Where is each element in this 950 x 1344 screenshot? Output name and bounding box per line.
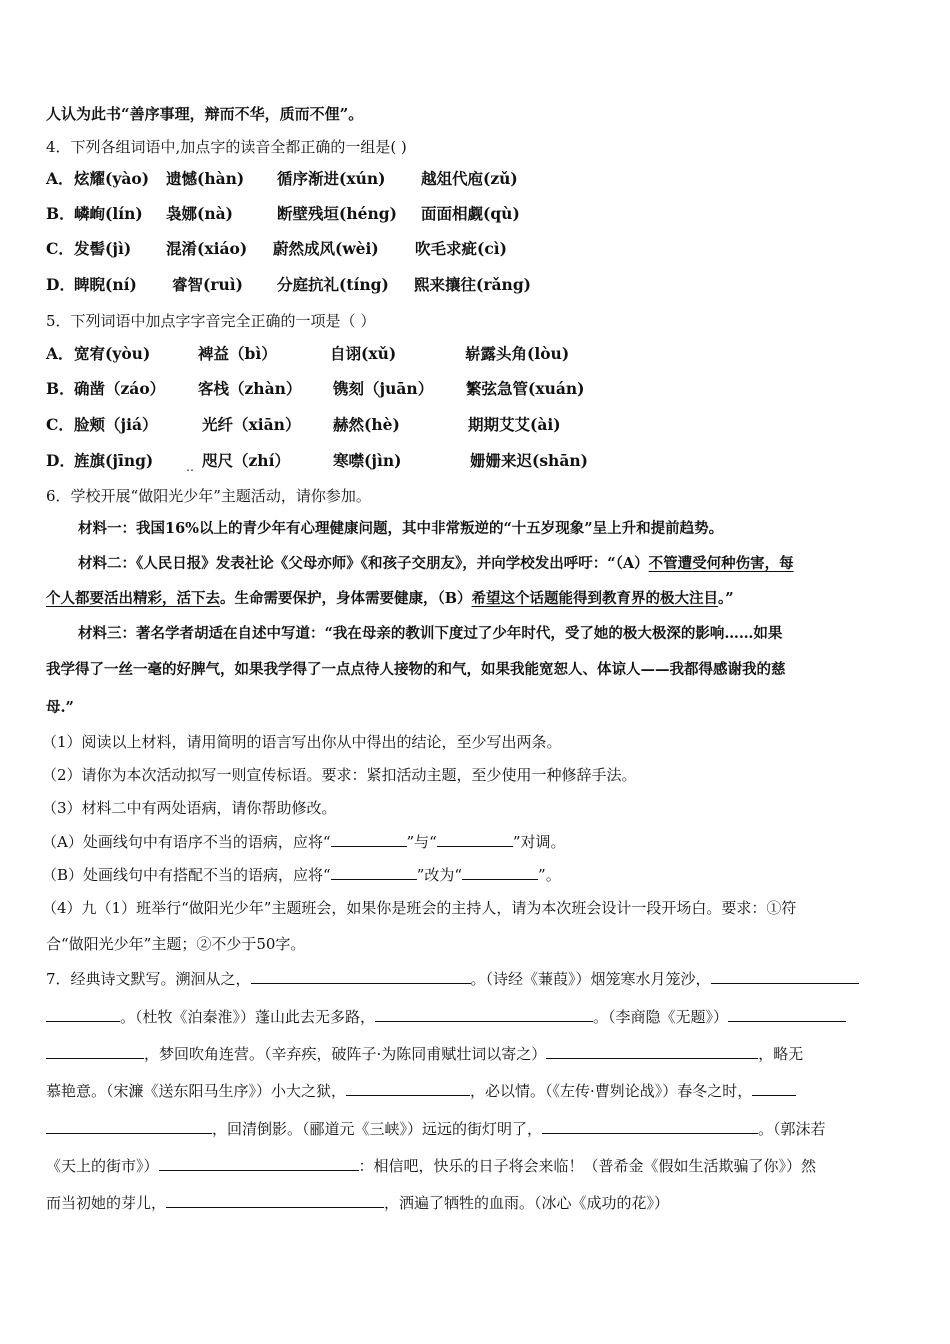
q7-line-3 <box>46 1043 803 1064</box>
answer-blank[interactable] <box>159 1155 359 1171</box>
answer-blank[interactable] <box>46 1118 212 1134</box>
q7-line-2 <box>46 1006 846 1027</box>
answer-blank[interactable] <box>375 1006 593 1022</box>
option-item: 睥睨(ní) <box>74 275 137 294</box>
q6-stem: 6．学校开展“做阳光少年”主题活动，请你参加。 <box>46 487 371 505</box>
q6-material-3-line1: 材料三：著名学者胡适在自述中写道：“我在母亲的教训下度过了少年时代，受了她的极大极深的影响……如果 <box>78 625 783 642</box>
material-text: 。生命需要保护，身体需要健康，（B） <box>220 590 472 607</box>
q6-material-2-line2 <box>46 589 734 609</box>
underlined-sentence-a: 不管遭受何种伤害，每 <box>648 555 794 572</box>
q6-part-4-line2: 合“做阳光少年”主题；②不少于50字。 <box>46 935 306 953</box>
answer-blank[interactable] <box>462 864 538 880</box>
option-item: 姗姗来迟(shān) <box>470 451 588 470</box>
q7-line-7 <box>46 1192 669 1213</box>
q4-stem: 4．下列各组词语中,加点字的读音全都正确的一组是( ) <box>46 138 407 156</box>
option-item: 客栈（zhàn） <box>198 379 302 398</box>
option-item: 炫耀(yào) <box>74 169 150 188</box>
option-item: 宽宥(yòu) <box>74 344 151 363</box>
answer-blank[interactable] <box>166 1192 384 1208</box>
underlined-sentence-a-cont: 个人都要活出精彩，活下去 <box>46 590 220 607</box>
q6-material-3-line3: 母.” <box>46 699 74 716</box>
part-text: ”改为“ <box>416 866 463 884</box>
part-text: （A）处画线句中有语序不当的语病，应将“ <box>42 833 331 851</box>
answer-blank[interactable] <box>346 1080 470 1096</box>
q6-part-4-line1: （4）九（1）班举行“做阳光少年”主题班会，如果你是班会的主持人，请为本次班会设计一段开场白。要求：①符 <box>42 899 797 917</box>
poem-text: ，洒遍了牺牲的血雨。（冰心《成功的花》） <box>384 1194 670 1212</box>
option-item: 袅娜(nà) <box>166 204 233 223</box>
emphasis-dots: ‥ <box>186 460 195 474</box>
poem-text: ，回清倒影。（郦道元《三峡》）远远的街灯明了， <box>212 1120 543 1138</box>
option-item: 熙来攘往(rǎng) <box>414 275 531 294</box>
answer-blank[interactable] <box>546 1043 758 1059</box>
poem-text: 。（诗经《蒹葭》）烟笼寒水月笼沙， <box>470 970 711 988</box>
q7-line-4 <box>46 1080 796 1101</box>
q6-material-3-line2: 我学得了一丝一毫的好脾气，如果我学得了一点点待人接物的和气，如果我能宽恕人、体谅人——我都得感谢我的慈 <box>46 661 786 678</box>
part-text: （B）处画线句中有搭配不当的语病，应将“ <box>42 866 331 884</box>
q7-line-6 <box>46 1155 816 1176</box>
answer-blank[interactable] <box>437 831 513 847</box>
q5-stem: 5．下列词语中加点字字音完全正确的一项是（ ） <box>46 312 376 330</box>
option-label: B． <box>46 204 75 223</box>
option-item: 确凿（záo） <box>74 379 166 398</box>
option-item: 繁弦急管(xuán) <box>466 379 585 398</box>
poem-text: ，梦回吹角连营。（辛弃疾，破阵子·为陈同甫赋壮词以寄之） <box>144 1045 547 1063</box>
q6-material-2-line1 <box>78 554 794 574</box>
answer-blank[interactable] <box>752 1080 796 1096</box>
poem-text: 。（李商隐《无题》） <box>593 1008 729 1026</box>
option-item: 睿智(ruì) <box>172 275 243 294</box>
option-item: 蔚然成风(wèi) <box>273 239 379 258</box>
poem-text: 慕艳意。（宋濂《送东阳马生序》）小大之狱， <box>46 1082 347 1100</box>
poem-text: ，必以情。（《左传·曹刿论战》）春冬之时， <box>470 1082 753 1100</box>
q7-line-5 <box>46 1118 826 1139</box>
option-item: 循序渐进(xún) <box>277 169 386 188</box>
option-item: 光纤（xiān） <box>202 415 301 434</box>
option-item: 面面相觑(qù) <box>421 204 520 223</box>
q6-part-3a <box>42 831 566 852</box>
poem-text: 7．经典诗文默写。溯洄从之， <box>46 970 251 988</box>
option-item: 期期艾艾(ài) <box>468 415 561 434</box>
intro-line: 人认为此书“善序事理，辩而不华，质而不俚”。 <box>46 105 364 123</box>
option-item: 吹毛求疵(cì) <box>415 239 507 258</box>
answer-blank[interactable] <box>711 968 859 984</box>
poem-text: ：相信吧，快乐的日子将会来临！（普希金《假如生活欺骗了你》）然 <box>358 1157 817 1175</box>
q6-part-3b <box>42 864 561 885</box>
answer-blank[interactable] <box>542 1118 758 1134</box>
option-label: C． <box>46 415 74 434</box>
option-label: B． <box>46 379 75 398</box>
option-item: 混淆(xiáo) <box>166 239 248 258</box>
poem-text: 《天上的街市》） <box>46 1157 159 1175</box>
poem-text: 。（郭沫若 <box>758 1120 826 1138</box>
answer-blank[interactable] <box>251 968 471 984</box>
q7-line-1 <box>46 968 859 989</box>
answer-blank[interactable] <box>331 864 417 880</box>
option-item: 赫然(hè) <box>333 415 400 434</box>
q6-material-1: 材料一：我国16%以上的青少年有心理健康问题，其中非常叛逆的“十五岁现象”呈上升和提前趋势。 <box>78 520 724 537</box>
answer-blank[interactable] <box>331 831 407 847</box>
q6-part-3: （3）材料二中有两处语病，请你帮助修改。 <box>42 799 337 817</box>
part-text: ”与“ <box>406 833 437 851</box>
q6-part-1: （1）阅读以上材料，请用简明的语言写出你从中得出的结论，至少写出两条。 <box>42 733 562 751</box>
answer-blank[interactable] <box>46 1043 144 1059</box>
option-item: 越俎代庖(zǔ) <box>421 169 518 188</box>
option-item: 旌旗(jīng) <box>74 451 154 470</box>
material-text: 材料二：《人民日报》发表社论《父母亦师》《和孩子交朋友》，并向学校发出呼吁：“（A） <box>78 555 649 572</box>
option-item: 断壁残垣(héng) <box>277 204 397 223</box>
option-item: 分庭抗礼(tíng) <box>277 275 389 294</box>
option-label: D． <box>46 451 75 470</box>
q6-part-2: （2）请你为本次活动拟写一则宣传标语。要求：紧扣活动主题，至少使用一种修辞手法。 <box>42 766 637 784</box>
option-item: 崭露头角(lòu) <box>465 344 570 363</box>
option-label: C． <box>46 239 74 258</box>
poem-text: 。（杜牧《泊秦淮》）蓬山此去无多路， <box>120 1008 376 1026</box>
option-item: 自诩(xǔ) <box>330 344 397 363</box>
option-label: A． <box>46 344 74 363</box>
part-text: ”。 <box>538 866 561 884</box>
option-item: 裨益（bì） <box>198 344 277 363</box>
option-item: 发髻(jì) <box>74 239 132 258</box>
option-item: 遗憾(hàn) <box>166 169 245 188</box>
option-item: 嶙峋(lín) <box>74 204 143 223</box>
material-text: 。” <box>718 590 734 607</box>
option-label: D． <box>46 275 75 294</box>
option-item: 咫尺（zhí） <box>202 451 290 470</box>
option-item: 寒噤(jìn) <box>333 451 402 470</box>
option-label: A． <box>46 169 74 188</box>
option-item: 镌刻（juān） <box>333 379 434 398</box>
answer-blank[interactable] <box>46 1006 120 1022</box>
option-item: 脸颊（jiá） <box>74 415 158 434</box>
answer-blank[interactable] <box>728 1006 846 1022</box>
underlined-sentence-b: 希望这个话题能得到教育界的极大注目 <box>471 590 719 607</box>
poem-text: 而当初她的芽儿， <box>46 1194 167 1212</box>
poem-text: ，略无 <box>758 1045 804 1063</box>
part-text: ”对调。 <box>512 833 566 851</box>
